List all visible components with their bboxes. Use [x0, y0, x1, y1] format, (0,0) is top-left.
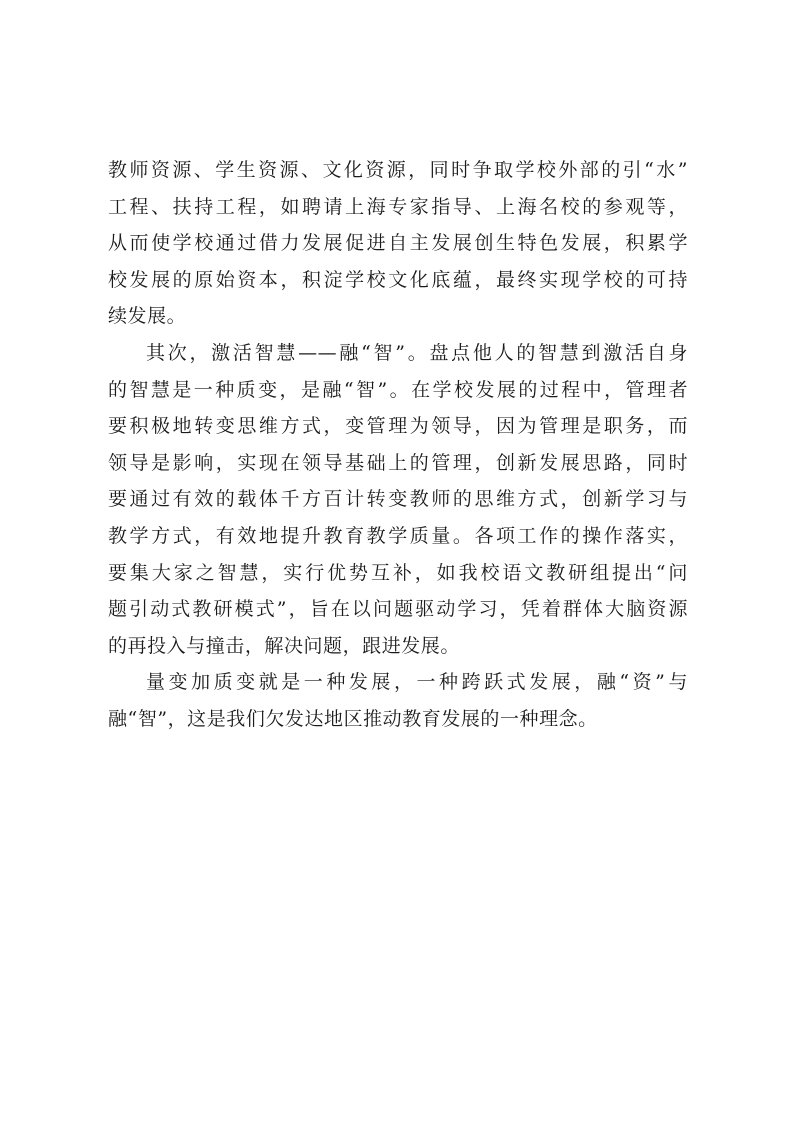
- document-body: [108, 152, 688, 738]
- paragraph-line: 领导是影响，实现在领导基础上的管理，创新发展思路，同时: [108, 451, 688, 474]
- paragraph-line: 要积极地转变思维方式，变管理为领导，因为管理是职务，而: [108, 415, 688, 438]
- paragraph-line: 融“智”，这是我们欠发达地区推动教育发展的一种理念。: [108, 707, 598, 730]
- paragraph-3: [108, 664, 688, 737]
- paragraph-line: 的智慧是一种质变，是融“智”。在学校发展的过程中，管理者: [108, 378, 688, 401]
- paragraph-line: 校发展的原始资本，积淀学校文化底蕴，最终实现学校的可持: [108, 268, 688, 291]
- paragraph-line: 要集大家之智慧，实行优势互补，如我校语文教研组提出“问: [108, 561, 688, 584]
- paragraph-line: 题引动式教研模式”，旨在以问题驱动学习，凭着群体大脑资源: [108, 598, 688, 621]
- paragraph-line: 续发展。: [108, 305, 187, 328]
- paragraph-2: [108, 335, 688, 664]
- paragraph-line: 从而使学校通过借力发展促进自主发展创生特色发展，积累学: [108, 232, 688, 255]
- paragraph-line: 教学方式，有效地提升教育教学质量。各项工作的操作落实，: [108, 524, 688, 547]
- paragraph-line: 的再投入与撞击，解决问题，跟进发展。: [108, 634, 460, 657]
- paragraph-line: 要通过有效的载体千方百计转变教师的思维方式，创新学习与: [108, 488, 688, 511]
- paragraph-line: 教师资源、学生资源、文化资源，同时争取学校外部的引“水”: [108, 159, 688, 181]
- paragraph-line: 工程、扶持工程，如聘请上海专家指导、上海名校的参观等，: [108, 195, 688, 218]
- paragraph-line: 量变加质变就是一种发展，一种跨跃式发展，融“资”与: [146, 671, 688, 694]
- paragraph-line: 其次，激活智慧——融“智”。盘点他人的智慧到激活自身: [146, 341, 688, 364]
- paragraph-1: [108, 152, 688, 335]
